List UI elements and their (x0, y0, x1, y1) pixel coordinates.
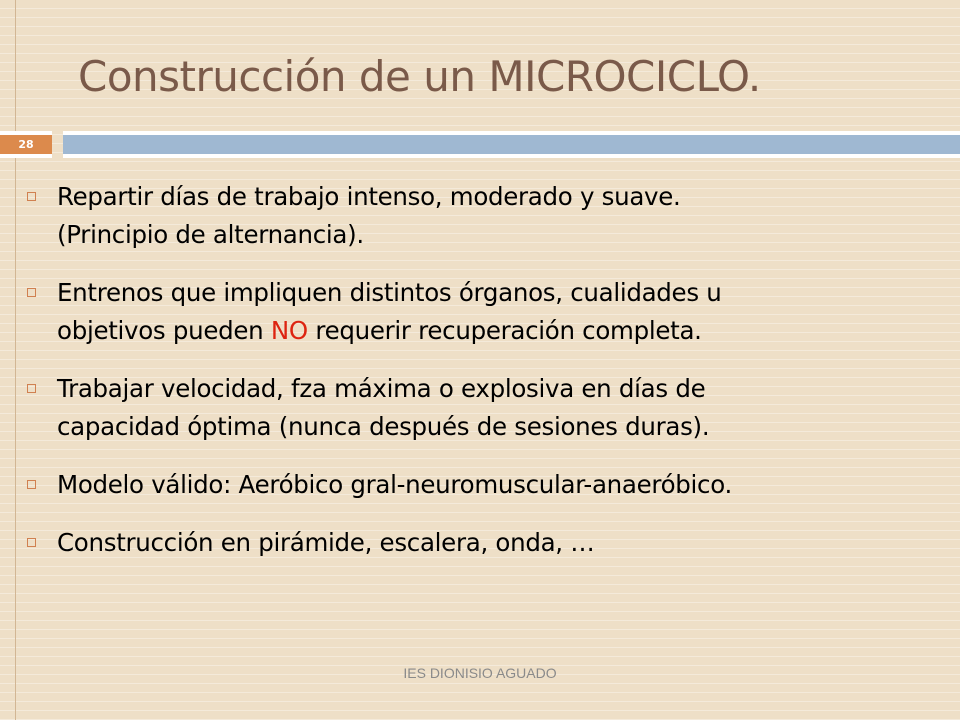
bullet-text-line: objetivos pueden (57, 316, 271, 345)
left-margin-rule (0, 0, 16, 720)
page-number-badge (0, 131, 52, 158)
bullet-text-line: Modelo válido: Aeróbico gral-neuromuscular-anaeróbico. (57, 470, 732, 499)
bullet-text-line: Entrenos que impliquen distintos órganos, cualidades u (57, 278, 722, 307)
bullet-text-line: Trabajar velocidad, fza máxima o explosiva en días de (57, 374, 706, 403)
bullet-text-line: (Principio de alternancia). (57, 220, 364, 249)
slide-title: Construcción de un MICROCICLO. (78, 52, 761, 101)
bullet-item (24, 466, 954, 504)
bullet-list (24, 178, 954, 582)
hollow-square-bullet-icon (27, 538, 36, 547)
hollow-square-bullet-icon (27, 384, 36, 393)
hollow-square-bullet-icon (27, 288, 36, 297)
title-underline-bar (63, 131, 960, 158)
page-number: 28 (18, 138, 34, 151)
hollow-square-bullet-icon (27, 192, 36, 201)
bullet-text-line: Repartir días de trabajo intenso, moderado y suave. (57, 182, 681, 211)
bullet-item (24, 178, 954, 254)
bullet-text-line: Construcción en pirámide, escalera, onda, … (57, 528, 595, 557)
bullet-item (24, 370, 954, 446)
bullet-item (24, 274, 954, 350)
bullet-text-line: requerir recuperación completa. (307, 316, 702, 345)
hollow-square-bullet-icon (27, 480, 36, 489)
footer-text: IES DIONISIO AGUADO (403, 665, 557, 681)
emphasis-no: NO (270, 316, 308, 345)
bullet-item (24, 524, 954, 562)
bullet-text-line: capacidad óptima (nunca después de sesiones duras). (57, 412, 710, 441)
